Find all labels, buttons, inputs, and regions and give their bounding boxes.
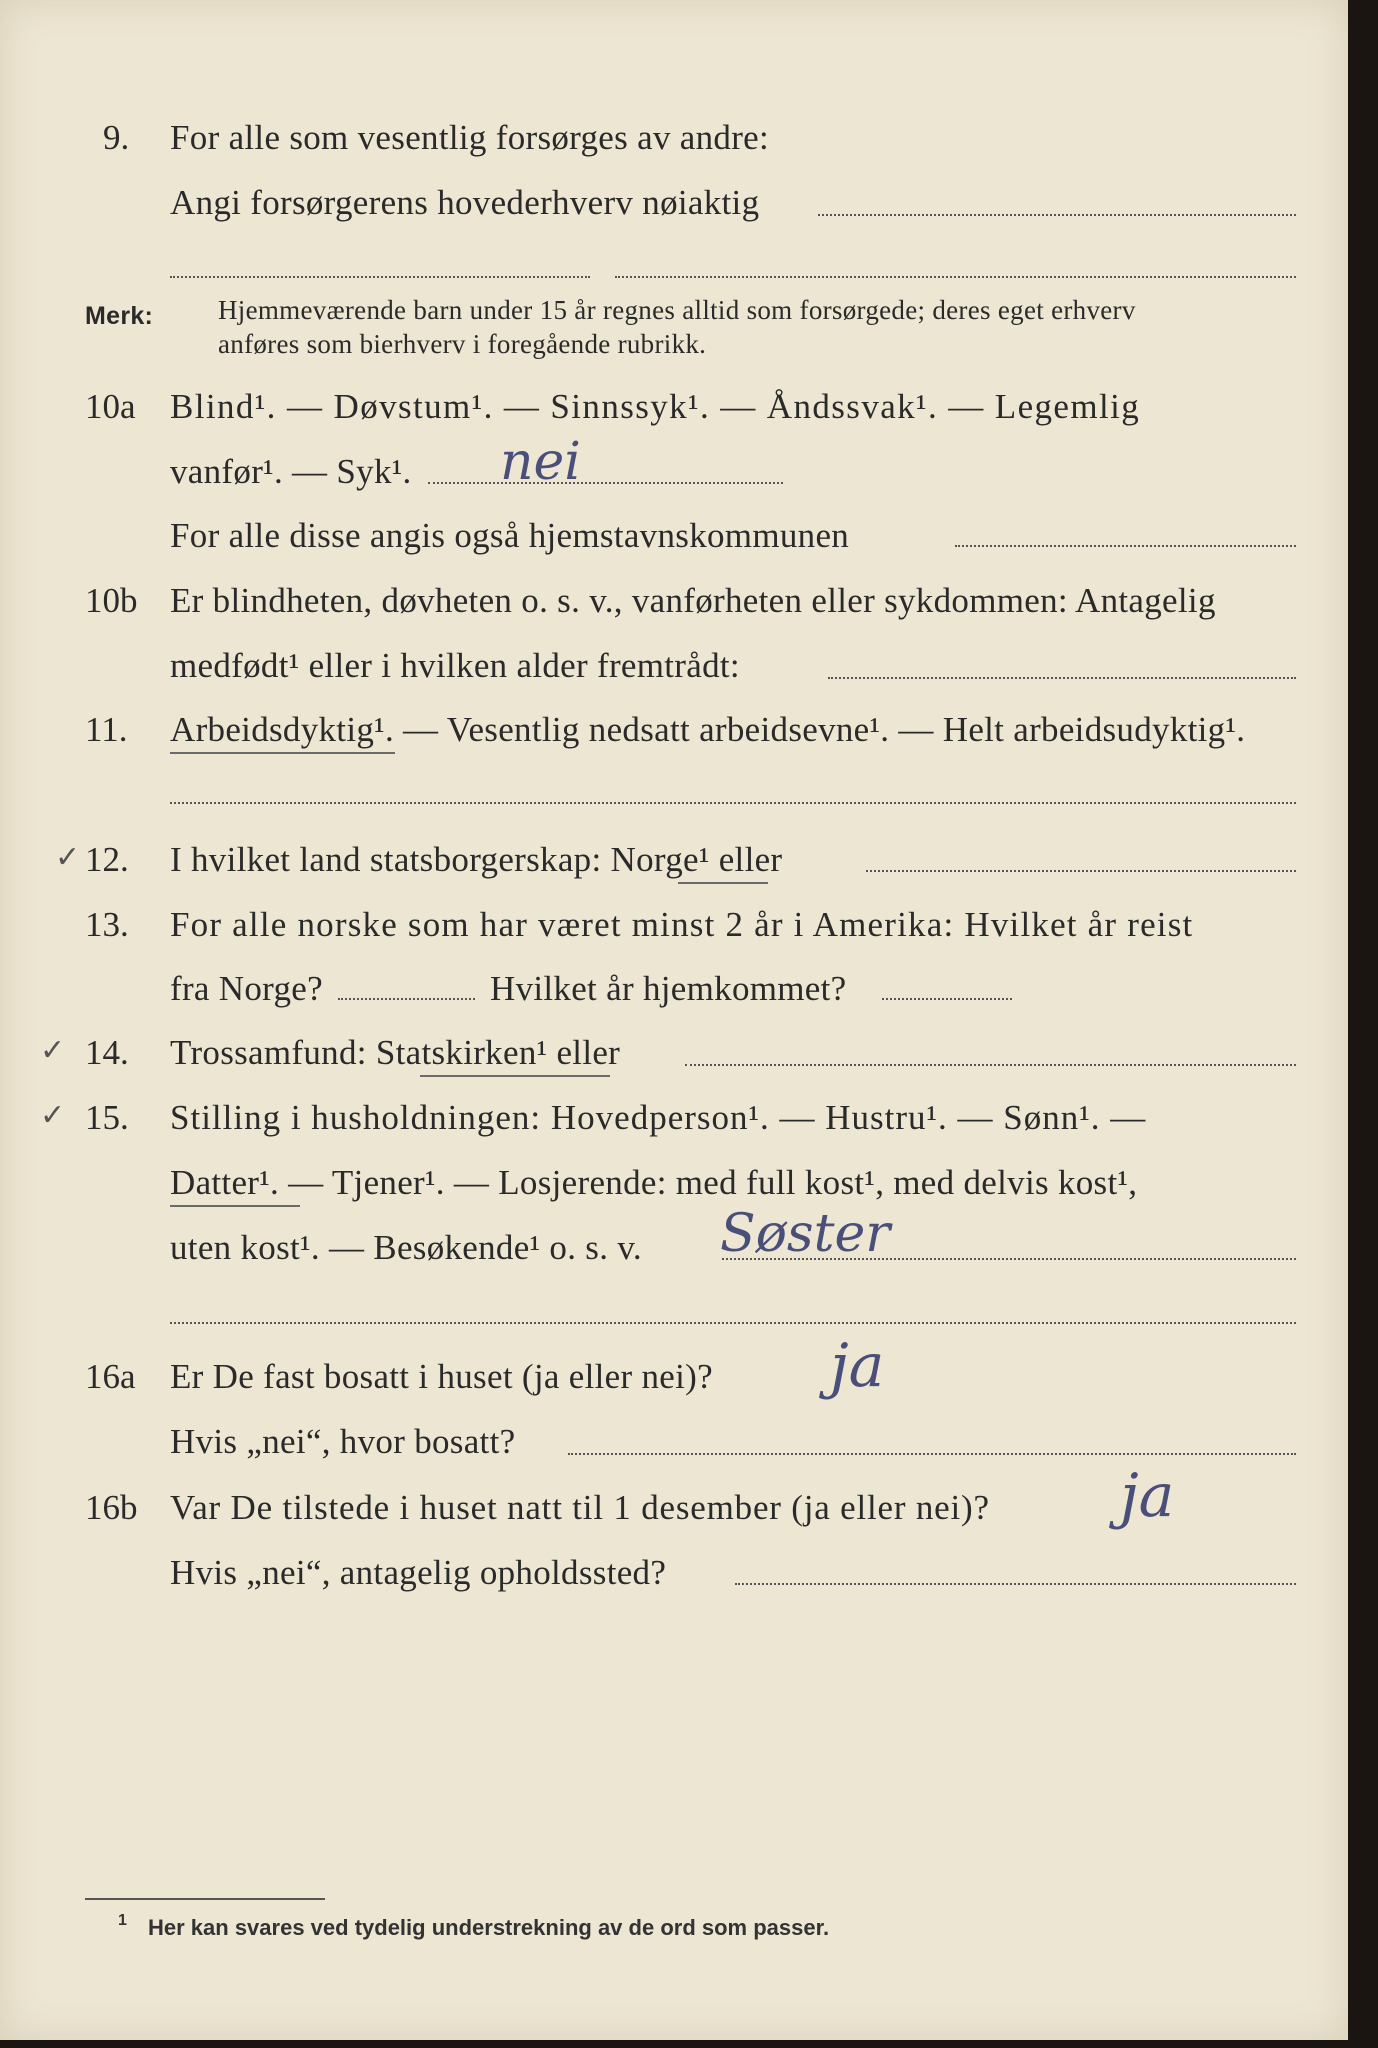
q10a-number: 10a [85,387,136,426]
q16b-question: Var De tilstede i huset natt til 1 desember (ja eller nei)? [170,1488,990,1527]
q15-question-line3: uten kost¹. — Besøkende¹ o. s. v. [170,1228,642,1267]
footnote-rule [85,1898,325,1900]
q16a-handwritten-answer: ja [830,1331,885,1401]
q16a-question: Er De fast bosatt i huset (ja eller nei)? [170,1357,713,1396]
q16a-question-line2: Hvis „nei“, hvor bosatt? [170,1422,516,1461]
q10a-question-line2: vanfør¹. — Syk¹. [170,452,412,491]
q14-check-icon: ✓ [40,1033,66,1068]
q9-question: For alle som vesentlig forsørges av andre: [170,118,770,157]
q15-answer-line-2[interactable] [170,1322,1296,1324]
q10b-question: Er blindheten, døvheten o. s. v., vanførheten eller sykdommen: Antagelig [170,581,1216,620]
q11-underline-arbeidsdyktig [170,752,395,754]
q9-question-line2: Angi forsørgerens hovederhverv nøiaktig [170,183,760,222]
q10a-handwritten-answer: nei [500,432,581,492]
q14-question: Trossamfund: Statskirken¹ eller [170,1033,621,1072]
q10b-answer-line[interactable] [828,677,1296,679]
q15-check-icon: ✓ [40,1098,66,1133]
q11-number: 11. [85,710,128,749]
footnote-text: Her kan svares ved tydelig understrekning av de ord som passer. [148,1915,830,1940]
q9-answer-line[interactable] [818,214,1296,216]
q13-number: 13. [85,905,129,944]
q15-handwritten-answer: Søster [720,1204,891,1264]
q13-reist-answer-line[interactable] [338,998,475,1000]
q15-number: 15. [85,1098,129,1137]
merk-text-line1: Hjemmeværende barn under 15 år regnes alltid som forsørgede; deres eget erhverv [218,295,1136,325]
q16a-answer-line[interactable] [568,1453,1296,1455]
q14-underline-statskirken [420,1075,610,1077]
q10a-question-line3: For alle disse angis også hjemstavnskommunen [170,516,850,555]
q10a-answer-line[interactable] [428,482,783,484]
q11-question: Arbeidsdyktig¹. — Vesentlig nedsatt arbeidsevne¹. — Helt arbeidsudyktig¹. [170,710,1246,749]
q12-question: I hvilket land statsborgerskap: Norge¹ eller [170,840,783,879]
q16b-handwritten-answer: ja [1120,1461,1175,1531]
merk-text-line2: anføres som bierhverv i foregående rubrikk. [218,329,707,359]
q16a-number: 16a [85,1357,136,1396]
q13-hjemkommet-answer-line[interactable] [882,998,1012,1000]
q9-answer-line-2b[interactable] [615,276,1296,278]
q13-question-line2b: Hvilket år hjemkommet? [490,969,847,1008]
q14-answer-line[interactable] [685,1064,1296,1066]
q12-answer-line[interactable] [866,870,1296,872]
q15-question-line2: Datter¹. — Tjener¹. — Losjerende: med full kost¹, med delvis kost¹, [170,1163,1138,1202]
q15-question: Stilling i husholdningen: Hovedperson¹. — Hustru¹. — Sønn¹. — [170,1098,1147,1137]
q10b-number: 10b [85,581,138,620]
q12-check-icon: ✓ [55,840,81,875]
q16b-answer-line[interactable] [735,1583,1296,1585]
q12-underline-norge [678,882,768,884]
q9-answer-line-2a[interactable] [170,276,590,278]
footnote-mark: 1 [118,1912,127,1929]
q9-number: 9. [103,118,130,157]
q10a-question: Blind¹. — Døvstum¹. — Sinnssyk¹. — Åndssvak¹. — Legemlig [170,387,1141,426]
q13-question-line2a: fra Norge? [170,969,323,1008]
q16b-number: 16b [85,1488,138,1527]
q13-question: For alle norske som har været minst 2 år i Amerika: Hvilket år reist [170,905,1194,944]
merk-label: Merk: [85,302,154,330]
q10a-hjemstavn-line[interactable] [955,545,1296,547]
q12-number: 12. [85,840,129,879]
q10b-question-line2: medfødt¹ eller i hvilken alder fremtrådt: [170,646,740,685]
q14-number: 14. [85,1033,129,1072]
q15-underline-datter [170,1205,300,1207]
q16b-question-line2: Hvis „nei“, antagelig opholdssted? [170,1553,667,1592]
q11-answer-line[interactable] [170,802,1296,804]
